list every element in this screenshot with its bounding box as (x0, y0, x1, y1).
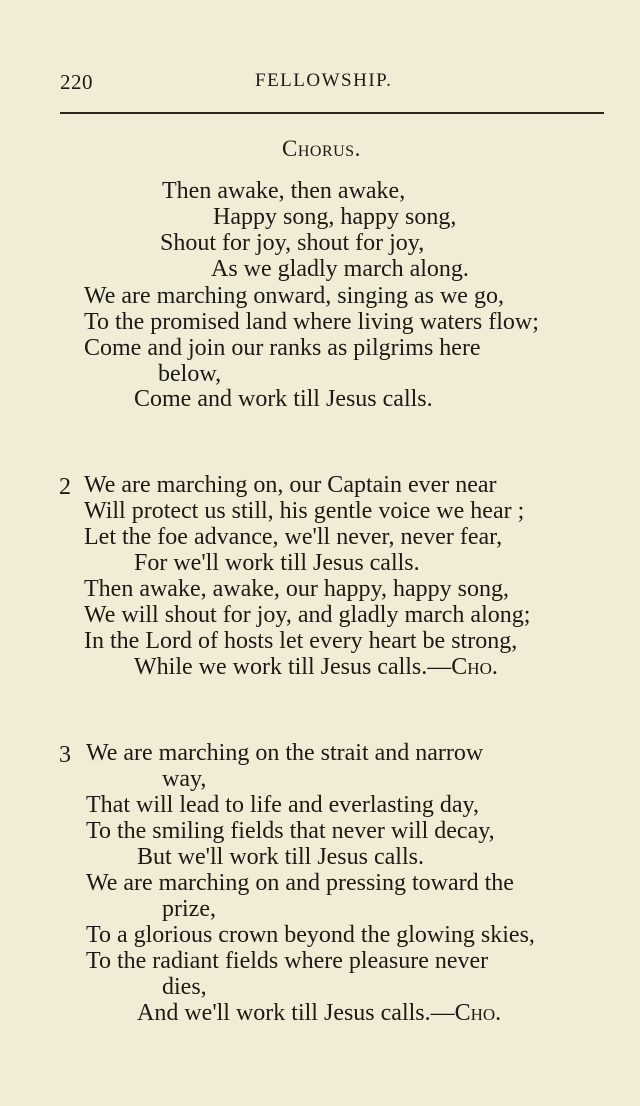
chorus-line: Then awake, then awake, (162, 178, 406, 204)
chorus-line: Shout for joy, shout for joy, (160, 230, 425, 256)
verse-line: Then awake, awake, our happy, happy song, (84, 576, 509, 602)
verse-number: 2 (59, 474, 71, 500)
verse-number: 3 (59, 742, 71, 768)
chorus-heading: Chorus. (282, 136, 361, 161)
verse-line: And we'll work till Jesus calls.—Cho. (137, 1000, 502, 1026)
verse-line: To the smiling fields that never will decay, (86, 818, 495, 844)
verse-line: We are marching on, our Captain ever near (84, 472, 497, 498)
chorus-line: Come and work till Jesus calls. (134, 386, 433, 412)
verse-line: To a glorious crown beyond the glowing skies, (86, 922, 535, 948)
verse-line: But we'll work till Jesus calls. (137, 844, 424, 870)
verse-line: We are marching on the strait and narrow (86, 740, 484, 766)
header-rule (60, 112, 604, 114)
verse-line: dies, (162, 974, 207, 1000)
chorus-reference: Cho. (454, 1000, 502, 1026)
verse-line: We are marching on and pressing toward the (86, 870, 514, 896)
verse-line: That will lead to life and everlasting day, (86, 792, 479, 818)
chorus-line: We are marching onward, singing as we go, (84, 283, 504, 309)
verse-line: In the Lord of hosts let every heart be strong, (84, 628, 518, 654)
page-number: 220 (60, 70, 93, 94)
verse-line: While we work till Jesus calls.—Cho. (134, 654, 498, 680)
chorus-line: As we gladly march along. (211, 256, 469, 282)
section-title: FELLOWSHIP. (255, 70, 393, 91)
verse-line: We will shout for joy, and gladly march along; (84, 602, 531, 628)
verse-line: Will protect us still, his gentle voice we hear ; (84, 498, 525, 524)
chorus-line: To the promised land where living waters flow; (84, 309, 539, 335)
chorus-reference: Cho. (451, 654, 498, 680)
verse-line: To the radiant fields where pleasure never (86, 948, 489, 974)
verse-line: prize, (162, 896, 216, 922)
chorus-line: below, (158, 361, 222, 387)
verse-line: Let the foe advance, we'll never, never fear, (84, 524, 503, 550)
chorus-line: Come and join our ranks as pilgrims here (84, 335, 481, 361)
chorus-line: Happy song, happy song, (213, 204, 457, 230)
verse-line: way, (162, 766, 207, 792)
verse-line: For we'll work till Jesus calls. (134, 550, 420, 576)
